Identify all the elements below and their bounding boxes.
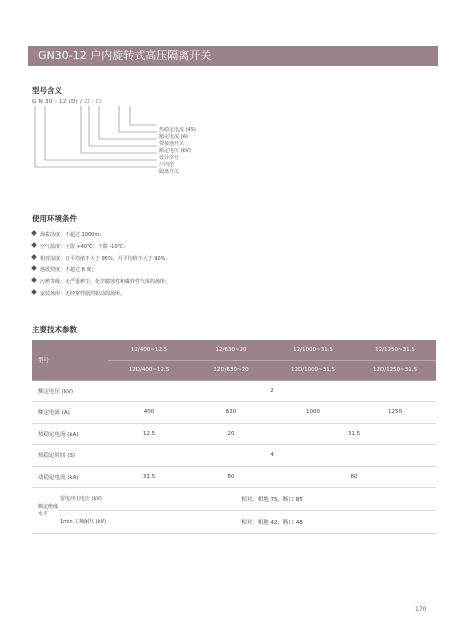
- table-row: [32, 402, 436, 424]
- model-cell: 12D/400~12.5: [108, 360, 190, 380]
- leader-line-1: [130, 106, 157, 125]
- cell-value: 400: [108, 402, 190, 424]
- section-spec-title: 主要技术参数: [32, 325, 77, 334]
- model-cell: 12D/1250~31.5: [354, 360, 436, 380]
- env-item-temperature: 空气温度：上限 +40℃；下限 -10℃；: [32, 243, 170, 255]
- row-label: 热稳定电流 (kA): [32, 423, 108, 445]
- env-item-pollution: 污秽等级：无严重秽尘、化学腐蚀性和爆炸性气体的场所；: [32, 278, 170, 290]
- cell-value: 31.5: [108, 466, 190, 488]
- section-model-title: 型号含义: [32, 86, 62, 95]
- model-code-diagram: [30, 104, 165, 194]
- leader-line-6: [45, 106, 157, 160]
- table-row: [32, 445, 436, 467]
- env-item-humidity: 相对湿度：日平均值不大于 95%；月平均值不大于 90%；: [32, 255, 170, 267]
- legend-thermal-current: 热稳定电流 (4S): [159, 127, 196, 133]
- env-list: [32, 231, 170, 302]
- row-label-insulation: 额定绝缘水平: [32, 488, 58, 534]
- model-cell: 12/1250~31.5: [354, 340, 436, 360]
- table-header-row: [32, 340, 436, 360]
- bullet-diamond-icon: [31, 230, 37, 236]
- leader-line-7: [35, 106, 157, 167]
- legend-rated-current: 额定电流 (A): [159, 134, 188, 140]
- cell-value: 相对、相地 42，断口 48: [108, 511, 436, 534]
- cell-value: 12.5: [108, 423, 190, 445]
- row-sublabel: 雷电冲击电压 (kV): [58, 488, 108, 511]
- legend-isolating-switch: 隔离开关: [159, 169, 180, 175]
- model-cell: 12D/1000~31.5: [272, 360, 354, 380]
- cell-value: 80: [272, 466, 436, 488]
- env-item-installation: 安装场所：无经常性剧烈振动的场所。: [32, 290, 170, 302]
- cell-value: 20: [190, 423, 272, 445]
- model-cell: 12D/630~20: [190, 360, 272, 380]
- legend-design-number: 设计序号: [159, 155, 180, 161]
- legend-indoor-type: 户内型: [159, 162, 175, 168]
- cell-value: 31.5: [272, 423, 436, 445]
- cell-value: 1000: [272, 402, 354, 424]
- table-row: [32, 511, 436, 534]
- model-cell: 12/630~20: [190, 340, 272, 360]
- bullet-diamond-icon: [31, 242, 37, 248]
- page-title: GN30-12 户内旋转式高压隔离开关: [28, 46, 438, 66]
- bullet-diamond-icon: [31, 254, 37, 260]
- legend-rated-voltage: 额定电压 (kV): [159, 148, 191, 154]
- cell-value: 1250: [354, 402, 436, 424]
- table-row: [32, 488, 436, 511]
- model-cell: 12/400~12.5: [108, 340, 190, 360]
- cell-value: 2: [108, 380, 436, 402]
- row-label: 额定电压 (kV): [32, 380, 108, 402]
- cell-value: 相对、相地 75，断口 85: [108, 488, 436, 511]
- bullet-diamond-icon: [31, 277, 37, 283]
- table-row: [32, 380, 436, 402]
- row-label: 动稳定电流 (kA): [32, 466, 108, 488]
- row-sublabel: 1min 工频耐压 (kV): [58, 511, 108, 534]
- cell-value: 4: [108, 445, 436, 467]
- model-code: G N 30 - 12 (D) / ☐ - ☐: [32, 99, 102, 105]
- row-label: 额定电流 (A): [32, 402, 108, 424]
- page-number: 170: [415, 606, 427, 613]
- env-item-seismic: 地震烈度：不超过 8 度；: [32, 266, 170, 278]
- section-env-title: 使用环境条件: [32, 214, 77, 223]
- model-cell: 12/1000~31.5: [272, 340, 354, 360]
- table-row: [32, 423, 436, 445]
- header-model-label: 型号: [32, 340, 108, 380]
- cell-value: 50: [190, 466, 272, 488]
- row-label: 热稳定时间 (S): [32, 445, 108, 467]
- legend-earthing-switch: 带接地开关: [159, 141, 185, 147]
- leader-line-2: [119, 106, 157, 132]
- leader-line-3: [99, 106, 157, 139]
- spec-table: [32, 340, 436, 534]
- table-row: [32, 466, 436, 488]
- cell-value: 630: [190, 402, 272, 424]
- env-item-altitude: 海拔高度：不超过 1000m；: [32, 231, 170, 243]
- bullet-diamond-icon: [31, 289, 37, 295]
- bullet-diamond-icon: [31, 266, 37, 272]
